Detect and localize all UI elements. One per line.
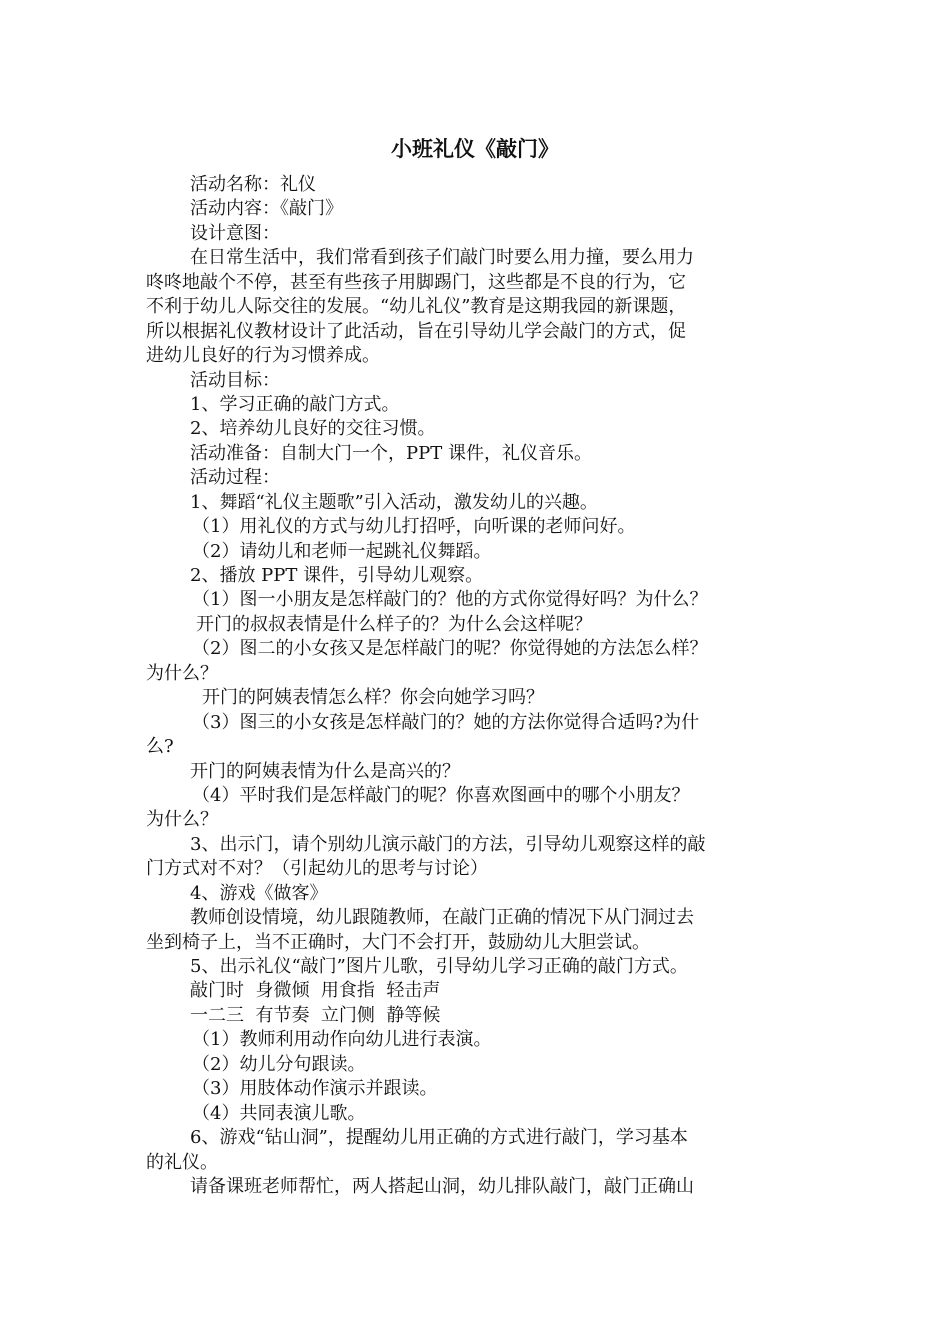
text-line: （1）图一小朋友是怎样敲门的？他的方式你觉得好吗？为什么？ bbox=[192, 589, 708, 611]
text-line: 3、出示门，请个别幼儿演示敲门的方法，引导幼儿观察这样的敲 bbox=[190, 833, 706, 855]
text-line: 4、游戏《做客》 bbox=[190, 882, 328, 904]
text-line: 1、舞蹈“礼仪主题歌”引入活动，激发幼儿的兴趣。 bbox=[190, 491, 598, 513]
text-line: 设计意图： bbox=[190, 222, 280, 244]
text-line: 活动过程： bbox=[190, 467, 280, 489]
text-line: 不利于幼儿人际交往的发展。“幼儿礼仪”教育是这期我园的新课题， bbox=[146, 296, 687, 318]
text-line: 咚咚地敲个不停，甚至有些孩子用脚踢门，这些都是不良的行为，它 bbox=[146, 271, 686, 293]
text-line: 在日常生活中，我们常看到孩子们敲门时要么用力撞，要么用力 bbox=[190, 247, 694, 269]
text-line: 开门的叔叔表情是什么样子的？为什么会这样呢？ bbox=[196, 613, 592, 635]
text-line: （2）幼儿分句跟读。 bbox=[192, 1053, 366, 1075]
text-line: （4）平时我们是怎样敲门的呢？你喜欢图画中的哪个小朋友？ bbox=[192, 784, 690, 806]
text-line: （3）图三的小女孩是怎样敲门的？她的方法你觉得合适吗?为什 bbox=[192, 711, 700, 733]
text-line: 开门的阿姨表情为什么是高兴的？ bbox=[190, 760, 460, 782]
text-line: 1、学习正确的敲门方式。 bbox=[190, 393, 400, 415]
document-body bbox=[146, 173, 811, 1199]
text-line: （2）请幼儿和老师一起跳礼仪舞蹈。 bbox=[192, 540, 492, 562]
text-line: （2）图二的小女孩又是怎样敲门的呢？你觉得她的方法怎么样？ bbox=[192, 638, 708, 660]
text-line: 坐到椅子上，当不正确时，大门不会打开，鼓励幼儿大胆尝试。 bbox=[146, 931, 650, 953]
text-line: 活动目标： bbox=[190, 369, 280, 391]
text-line: 进幼儿良好的行为习惯养成。 bbox=[146, 345, 380, 367]
text-line: 开门的阿姨表情怎么样？你会向她学习吗？ bbox=[202, 687, 544, 709]
text-line: 活动内容：《敲门》 bbox=[190, 198, 343, 220]
text-line: 6、游戏“钻山洞”，提醒幼儿用正确的方式进行敲门，学习基本 bbox=[190, 1127, 688, 1149]
text-line: 活动名称：礼仪 bbox=[190, 174, 316, 195]
text-line: 2、播放 PPT 课件，引导幼儿观察。 bbox=[190, 565, 484, 586]
text-line: 所以根据礼仪教材设计了此活动，旨在引导幼儿学会敲门的方式，促 bbox=[146, 320, 686, 342]
text-line: 2、培养幼儿良好的交往习惯。 bbox=[190, 418, 436, 440]
text-line: （1）教师利用动作向幼儿进行表演。 bbox=[192, 1029, 492, 1051]
text-line: 一二三 有节奏 立门侧 静等候 bbox=[190, 1004, 441, 1026]
text-line: 敲门时 身微倾 用食指 轻击声 bbox=[190, 980, 441, 1002]
text-line: 为什么？ bbox=[146, 809, 218, 831]
text-line: 门方式对不对？（引起幼儿的思考与讨论） bbox=[146, 858, 488, 880]
text-line: 的礼仪。 bbox=[146, 1151, 218, 1173]
text-line: 么? bbox=[146, 736, 174, 758]
text-line: 教师创设情境，幼儿跟随教师，在敲门正确的情况下从门洞过去 bbox=[190, 907, 694, 929]
text-line: 请备课班老师帮忙，两人搭起山洞，幼儿排队敲门，敲门正确山 bbox=[190, 1175, 694, 1197]
text-line: （1）用礼仪的方式与幼儿打招呼，向听课的老师问好。 bbox=[192, 516, 636, 538]
text-line: （3）用肢体动作演示并跟读。 bbox=[192, 1078, 438, 1100]
text-line: 活动准备：自制大门一个，PPT 课件，礼仪音乐。 bbox=[190, 442, 592, 464]
document-title: 小班礼仪《敲门》 bbox=[391, 136, 559, 161]
text-line: 5、出示礼仪“敲门”图片儿歌，引导幼儿学习正确的敲门方式。 bbox=[190, 956, 688, 977]
text-line: （4）共同表演儿歌。 bbox=[192, 1102, 366, 1124]
text-line: 为什么？ bbox=[146, 662, 218, 684]
